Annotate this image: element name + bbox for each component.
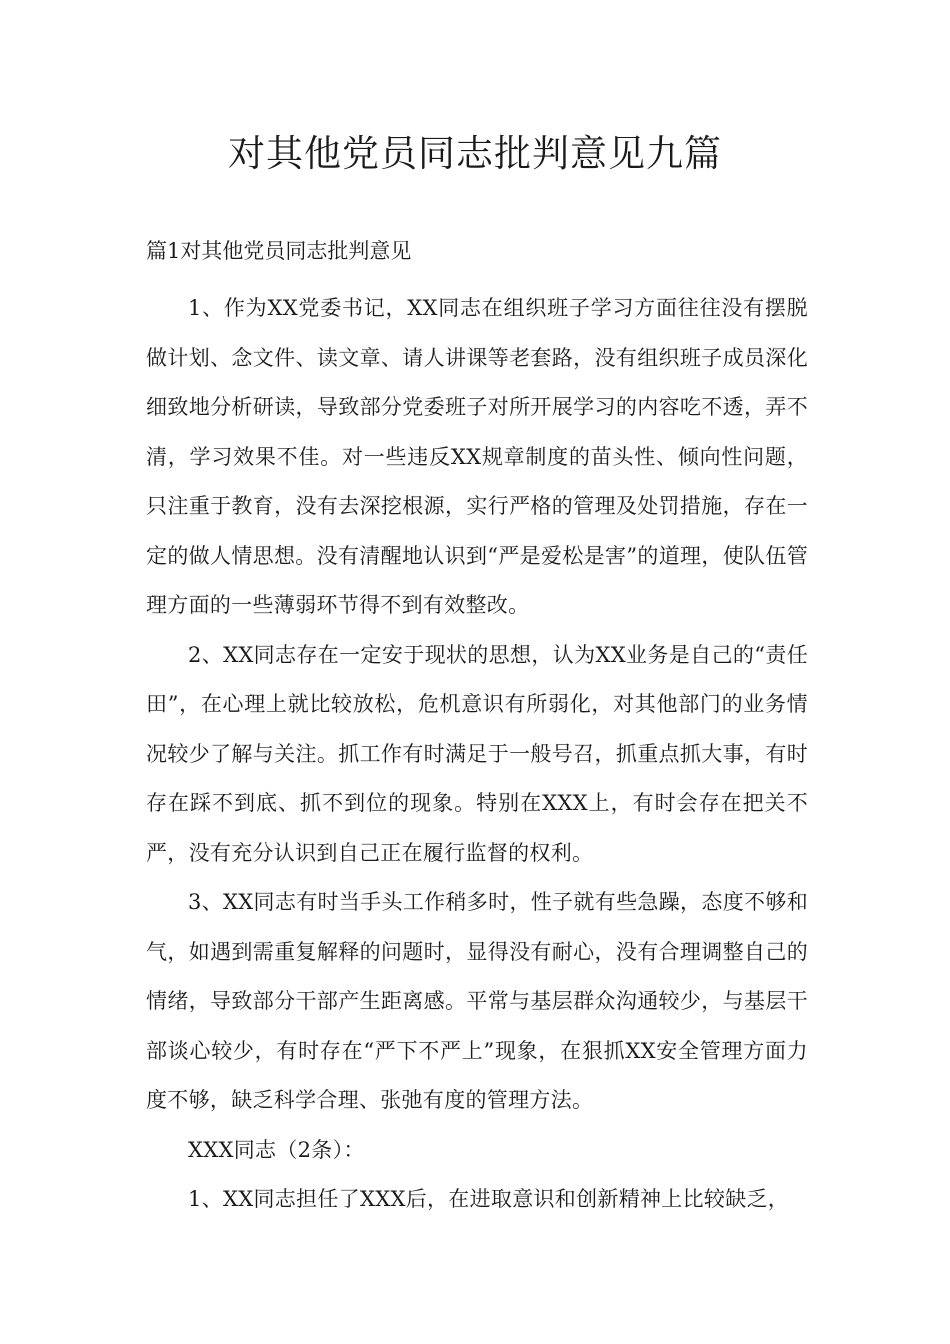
paragraph-2: 2、XX同志存在一定安于现状的思想，认为XX业务是自己的“责任田”，在心理上就比较放松，危机意识有所弱化，对其他部门的业务情况较少了解与关注。抓工作有时满足于一般号召，抓重点抓大事，有时存在踩不到底、抓不到位的现象。特别在XXX上，有时会存在把关不严，没有充分认识到自己正在履行监督的权利。 xyxy=(146,642,808,865)
paragraph-3: 3、XX同志有时当手头工作稍多时，性子就有些急躁，态度不够和气，如遇到需重复解释的问题时，显得没有耐心，没有合理调整自己的情绪，导致部分干部产生距离感。平常与基层群众沟通较少，与基层干部谈心较少，有时存在“严下不严上”现象，在狠抓XX安全管理方面力度不够，缺乏科学合理、张弛有度的管理方法。 xyxy=(146,890,808,1112)
section-heading: 篇1对其他党员同志批判意见 xyxy=(146,239,412,263)
document-body xyxy=(146,284,808,1225)
paragraph-1: 1、作为XX党委书记，XX同志在组织班子学习方面往往没有摆脱做计划、念文件、读文章、请人讲课等老套路，没有组织班子成员深化细致地分析研读，导致部分党委班子对所开展学习的内容吃不透，弄不清，学习效果不佳。对一些违反XX规章制度的苗头性、倾向性问题，只注重于教育，没有去深挖根源，实行严格的管理及处罚措施，存在一定的做人情思想。没有清醒地认识到“严是爱松是害”的道理，使队伍管理方面的一些薄弱环节得不到有效整改。 xyxy=(146,296,808,617)
paragraph-4: 1、XX同志担任了XXX后，在进取意识和创新精神上比较缺乏， xyxy=(188,1187,790,1211)
document-title: 对其他党员同志批判意见九篇 xyxy=(228,132,722,175)
subsection-label: XXX同志（2条）： xyxy=(188,1137,365,1162)
